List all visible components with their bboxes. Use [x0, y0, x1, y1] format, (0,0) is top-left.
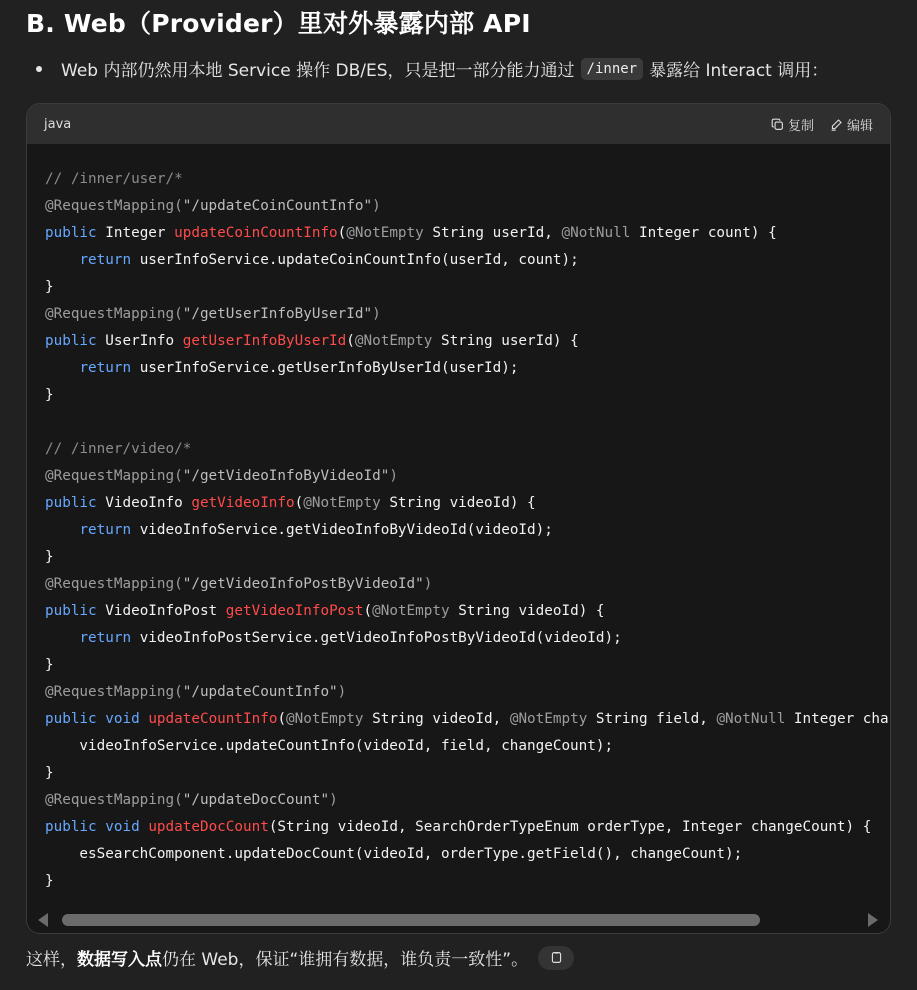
code-token: [45, 522, 79, 538]
code-token: @NotEmpty: [303, 495, 381, 511]
code-block: [26, 103, 891, 934]
code-line: [45, 274, 890, 301]
code-token: @NotEmpty: [346, 225, 424, 241]
code-token: String videoId) {: [380, 495, 536, 511]
code-token: videoInfoService.getVideoInfoByVideoId(videoId);: [131, 522, 553, 538]
code-line: [45, 220, 890, 247]
code-line: [45, 544, 890, 571]
code-token: (: [294, 495, 304, 511]
code-line: [45, 733, 890, 760]
bullet-item: [36, 56, 828, 81]
code-token: (: [346, 333, 355, 349]
scrollbar-thumb[interactable]: [62, 914, 760, 926]
code-line: [45, 436, 890, 463]
code-token: @RequestMapping(: [45, 198, 183, 214]
inline-code: /inner: [581, 58, 644, 80]
code-token: userInfoService.updateCoinCountInfo(userId, count);: [131, 252, 579, 268]
code-line: [45, 517, 890, 544]
code-token: "/getUserInfoByUserId": [182, 306, 373, 322]
code-line: [45, 571, 890, 598]
code-token: String field,: [587, 711, 717, 727]
code-token: [45, 630, 79, 646]
code-token: "/updateDocCount": [182, 792, 330, 808]
code-token: (String videoId, SearchOrderTypeEnum orderType, Integer changeCount) {: [268, 819, 872, 835]
code-token: (: [337, 225, 347, 241]
bullet-text-before: Web 内部仍然用本地 Service 操作 DB/ES，只是把一部分能力通过: [61, 61, 575, 81]
code-token: public: [45, 495, 97, 511]
code-token: @RequestMapping(: [45, 306, 183, 322]
footer-paragraph: [26, 945, 574, 970]
code-line: [45, 355, 890, 382]
code-token: // /inner/video/*: [45, 441, 192, 457]
code-token: // /inner/user/*: [45, 171, 183, 187]
code-line: [45, 652, 890, 679]
code-token: return: [79, 522, 132, 538]
code-line: [45, 841, 890, 868]
code-token: String userId,: [423, 225, 562, 241]
horizontal-scrollbar[interactable]: [27, 907, 890, 933]
code-token: public: [45, 225, 97, 241]
code-token: "/getVideoInfoPostByVideoId": [182, 576, 424, 592]
code-token: userInfoService.getUserInfoByUserId(userId);: [131, 360, 519, 376]
bullet-dot: [36, 66, 42, 72]
code-line: [45, 193, 890, 220]
code-token: return: [79, 360, 132, 376]
code-token: void: [105, 819, 140, 835]
code-line: [45, 625, 890, 652]
code-token: }: [45, 387, 54, 403]
code-token: public: [45, 333, 97, 349]
code-token: videoInfoPostService.getVideoInfoPostByVideoId(videoId);: [131, 630, 622, 646]
code-token: @NotEmpty: [286, 711, 364, 727]
code-line: [45, 328, 890, 355]
code-token: }: [45, 765, 54, 781]
code-token: ): [337, 684, 347, 700]
copy-message-button[interactable]: [538, 946, 574, 970]
code-token: getVideoInfo: [191, 495, 295, 511]
code-token: void: [105, 711, 140, 727]
copy-label: 复制: [787, 118, 814, 134]
code-token: ): [329, 792, 338, 808]
code-token: return: [79, 252, 132, 268]
code-token: @RequestMapping(: [45, 468, 183, 484]
code-token: updateCoinCountInfo: [174, 225, 338, 241]
code-token: return: [79, 630, 132, 646]
code-token: public: [45, 603, 97, 619]
code-token: @NotNull: [561, 225, 631, 241]
copy-button[interactable]: [771, 115, 814, 134]
code-token: String videoId,: [363, 711, 510, 727]
edit-button[interactable]: [830, 115, 873, 134]
edit-icon: [830, 118, 843, 131]
code-actions: [771, 115, 873, 134]
code-token: @NotEmpty: [509, 711, 588, 727]
code-line: [45, 598, 890, 625]
code-token: updateCountInfo: [148, 711, 278, 727]
code-token: [45, 252, 79, 268]
arrow-right-icon[interactable]: [868, 913, 878, 927]
code-token: (: [277, 711, 287, 727]
code-token: }: [45, 873, 54, 889]
code-token: "/updateCountInfo": [182, 684, 338, 700]
code-token: ): [372, 306, 381, 322]
footer-prefix: 这样，: [26, 950, 77, 970]
footer-bold: 数据写入点: [77, 950, 162, 970]
code-token: @RequestMapping(: [45, 576, 183, 592]
code-line: [45, 760, 890, 787]
code-line: [45, 166, 890, 193]
code-token: ): [423, 576, 433, 592]
footer-suffix: 仍在 Web，保证“谁拥有数据，谁负责一致性”。: [162, 950, 529, 970]
code-token: getVideoInfoPost: [225, 603, 364, 619]
code-line: [45, 679, 890, 706]
code-token: VideoInfoPost: [96, 603, 226, 619]
code-token: @NotEmpty: [354, 333, 433, 349]
code-token: String userId) {: [432, 333, 579, 349]
code-token: (: [363, 603, 373, 619]
edit-label: 编辑: [846, 118, 873, 134]
code-token: "/updateCoinCountInfo": [182, 198, 373, 214]
code-token: public: [45, 819, 97, 835]
arrow-left-icon[interactable]: [38, 913, 48, 927]
code-token: VideoInfo: [96, 495, 192, 511]
code-token: UserInfo: [96, 333, 183, 349]
code-token: ): [389, 468, 398, 484]
code-line: [45, 463, 890, 490]
bullet-text-after: 暴露给 Interact 调用：: [649, 61, 829, 81]
code-token: @NotEmpty: [372, 603, 450, 619]
code-line: [45, 247, 890, 274]
code-language: java: [44, 116, 72, 132]
code-line: [45, 787, 890, 814]
code-line: [45, 382, 890, 409]
code-token: }: [45, 549, 54, 565]
code-header: [27, 104, 890, 144]
code-token: ): [372, 198, 381, 214]
code-token: [97, 819, 106, 835]
code-token: esSearchComponent.updateDocCount(videoId, orderType.getField(), changeCount);: [45, 846, 743, 862]
code-token: }: [45, 279, 54, 295]
code-line: [45, 706, 890, 733]
code-token: "/getVideoInfoByVideoId": [182, 468, 390, 484]
code-token: updateDocCount: [148, 819, 269, 835]
code-token: }: [45, 657, 54, 673]
copy-icon: [771, 118, 784, 131]
code-token: Integer cha: [785, 711, 889, 727]
code-token: public: [45, 711, 97, 727]
code-token: @RequestMapping(: [45, 684, 183, 700]
code-token: [45, 360, 79, 376]
section-heading: B. Web（Provider）里对外暴露内部 API: [26, 9, 531, 38]
code-token: Integer count) {: [630, 225, 777, 241]
code-token: Integer: [96, 225, 175, 241]
copy-icon: [550, 951, 563, 964]
code-content: [27, 144, 890, 895]
code-line: [45, 409, 890, 436]
code-line: [45, 868, 890, 895]
code-line: [45, 490, 890, 517]
code-line: [45, 814, 890, 841]
code-token: @NotNull: [716, 711, 786, 727]
code-token: [97, 711, 106, 727]
code-token: videoInfoService.updateCountInfo(videoId, field, changeCount);: [45, 738, 614, 754]
code-token: String videoId) {: [449, 603, 605, 619]
code-line: [45, 301, 890, 328]
code-token: @RequestMapping(: [45, 792, 183, 808]
code-token: getUserInfoByUserId: [182, 333, 347, 349]
